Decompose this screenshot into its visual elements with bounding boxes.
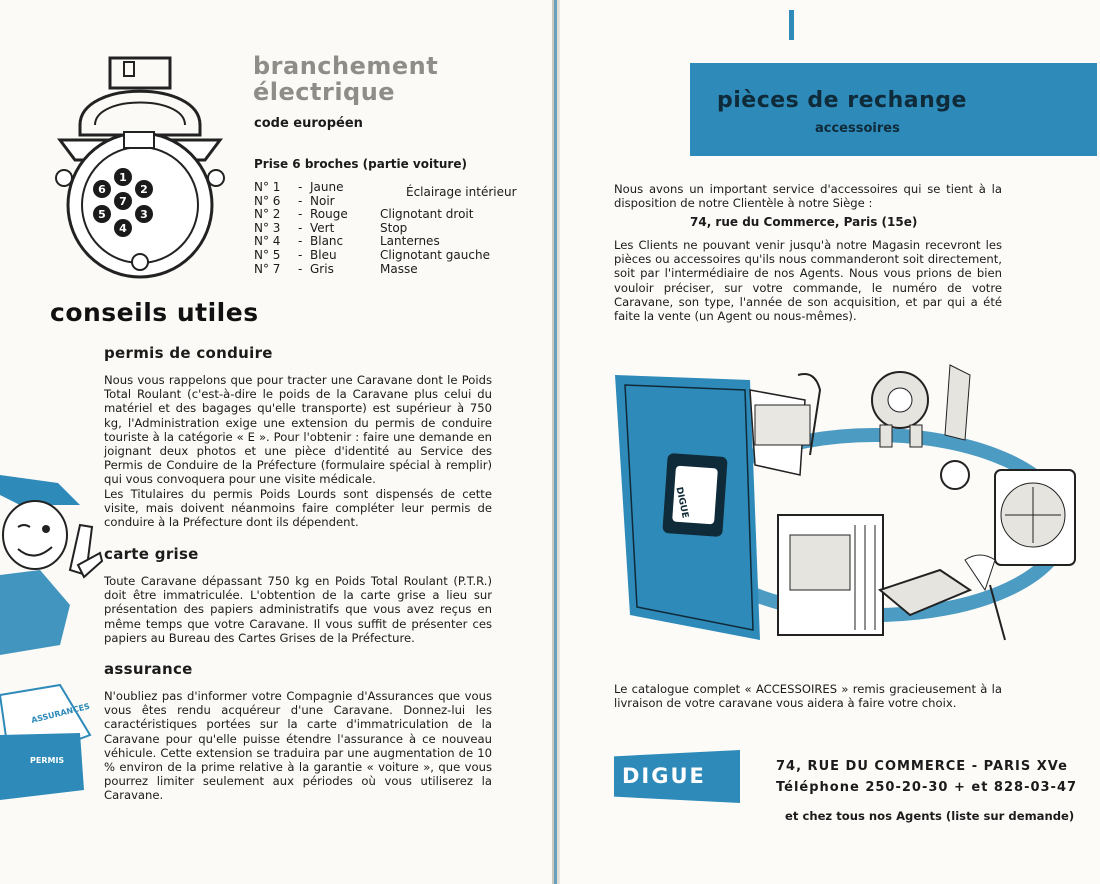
pin-label: 3 — [140, 208, 148, 221]
accessories-illustration — [610, 345, 1090, 650]
permis-paragraph — [104, 373, 492, 529]
permis-heading: permis de conduire — [104, 344, 273, 362]
pin-label: 7 — [119, 195, 127, 208]
carte-grise-paragraph: Toute Caravane dépassant 750 kg en Poids Total Roulant (P.T.R.) doit être immatriculée. L'obtention de la carte grise a lieu sur présentation des papiers administratifs que vous avez reçus en même temps que votre Caravane. Il vous suffit de présenter ces papiers au Bureau des Cartes Grises de la Préfecture. — [104, 574, 492, 645]
pin-number: N° 4 — [254, 234, 281, 249]
pin-function: Masse — [380, 261, 418, 276]
pin-function: Clignotant gauche — [380, 247, 490, 262]
pin-number: N° 5 — [254, 247, 281, 262]
pin-function: Stop — [380, 220, 408, 235]
pin-color: Gris — [310, 261, 334, 276]
catalogue-paragraph: Le catalogue complet « ACCESSOIRES » remis gracieusement à la livraison de votre caravane vous aidera à faire votre choix. — [614, 682, 1002, 711]
clients-paragraph: Les Clients ne pouvant venir jusqu'à notre Magasin recevront les pièces ou accessoires qu'ils nous commanderont soit directement, soit par l'intermédiaire de nos Agents. Nous vous prions de bien vouloir préciser, sur votre commande, le numéro de votre Caravane, son type, l'année de son acquisition, et par qui a été faite la vente (un Agent ou nous-mêmes). — [614, 238, 1002, 324]
code-european-label: code européen — [254, 116, 363, 131]
pin-number: N° 3 — [254, 220, 281, 235]
pin-function: Éclairage intérieur — [406, 185, 517, 199]
pin-color: Rouge — [310, 207, 348, 222]
pin-color: Bleu — [310, 247, 337, 262]
mascot-illustration — [0, 465, 115, 805]
table-row: N° 6 - Noir — [254, 195, 520, 209]
pin-label: 6 — [98, 183, 106, 196]
pin-number: N° 2 — [254, 207, 281, 222]
pin-color: Noir — [310, 193, 335, 208]
illustration-label-assurances: ASSURANCES — [30, 701, 91, 725]
assurance-paragraph: N'oubliez pas d'informer votre Compagnie d'Assurances que vous vous êtes rendu acquéreur d'une Caravane. Donnez-lui les caractéristiques portées sur la carte d'immatriculation de la Caravane pour qu'elle puisse étendre l'assurance à ce nouveau véhicule. Cette extension se traduira par une augmentation de 10 % environ de la prime relative à la garantie « voiture », que vous pourrez limiter seulement aux périodes où vous utiliserez la Caravane. — [104, 689, 492, 803]
conseils-heading: conseils utiles — [50, 298, 259, 327]
decorative-tick — [789, 10, 794, 40]
table-row: N° 2 - Rouge Clignotant droit — [254, 208, 520, 222]
permis-text-1: Nous vous rappelons que pour tracter une Caravane dont le Poids Total Roulant (c'est-à-dire le poids de la Caravane plus celui du matériel et des bagages qu'elle transporte) est supérieur à 750 kg, l'Administration exige une extension du permis de conduire touriste à la catégorie « E ». Pour l'obtenir : faire une demande en joignant deux photos et une pièce d'identité au Service des Permis de Conduire de la Préfecture (formulaire spécial à remplir) qui vous convoquera pour une visite médicale. — [104, 373, 492, 487]
pin-label: 1 — [119, 171, 127, 184]
permis-text-2: Les Titulaires du permis Poids Lourds sont dispensés de cette visite, mais doivent néanmoins faire compléter leur permis de conduire à la Préfecture dont ils dépendent. — [104, 486, 492, 530]
banner-title: pièces de rechange — [717, 88, 967, 113]
pin-color: Vert — [310, 220, 335, 235]
carte-grise-heading: carte grise — [104, 545, 199, 563]
pin-color: Blanc — [310, 234, 344, 249]
footer-phone: Téléphone 250-20-30 + et 828-03-47 — [776, 780, 1078, 795]
table-row: N° 7 - Gris Masse — [254, 263, 520, 277]
pin-label: 4 — [119, 222, 127, 235]
pin-function: Clignotant droit — [380, 207, 474, 222]
table-row: N° 4 - Blanc Lanternes — [254, 235, 520, 249]
intro-paragraph: Nous avons un important service d'accessoires qui se tient à la disposition de notre Clientèle à notre Siège : — [614, 182, 1002, 211]
pin-function — [380, 195, 520, 209]
spine-stripe — [554, 0, 557, 884]
pin-number: N° 7 — [254, 261, 281, 276]
pin-color: Jaune — [310, 180, 344, 194]
pin-label: 5 — [98, 208, 106, 221]
brand-logo-text: DIGUE — [622, 764, 706, 788]
assurance-heading: assurance — [104, 660, 193, 678]
footer-address: 74, RUE DU COMMERCE - PARIS XVe — [776, 759, 1068, 774]
pin-number: N° 1 — [254, 180, 281, 194]
pin-label: 2 — [140, 183, 148, 196]
branchement-title-line2: électrique — [253, 78, 396, 106]
prise-heading: Prise 6 broches (partie voiture) — [254, 157, 467, 171]
catalogue-cover-brand: DIGUE — [673, 486, 690, 520]
store-address: 74, rue du Commerce, Paris (15e) — [690, 215, 918, 229]
pin-function: Lanternes — [380, 234, 440, 249]
footer-agents: et chez tous nos Agents (liste sur demande) — [785, 809, 1075, 823]
pin-table — [254, 181, 520, 276]
table-row: N° 5 - Bleu Clignotant gauche — [254, 249, 520, 263]
illustration-label-permis: PERMIS — [30, 756, 65, 765]
connector-pins — [90, 165, 160, 240]
pin-number: N° 6 — [254, 193, 281, 208]
table-row: N° 1 - Jaune Éclairage intérieur — [254, 181, 520, 195]
branchement-title-line1: branchement — [253, 52, 439, 80]
banner-subtitle: accessoires — [815, 121, 900, 136]
table-row: N° 3 - Vert Stop — [254, 222, 520, 236]
